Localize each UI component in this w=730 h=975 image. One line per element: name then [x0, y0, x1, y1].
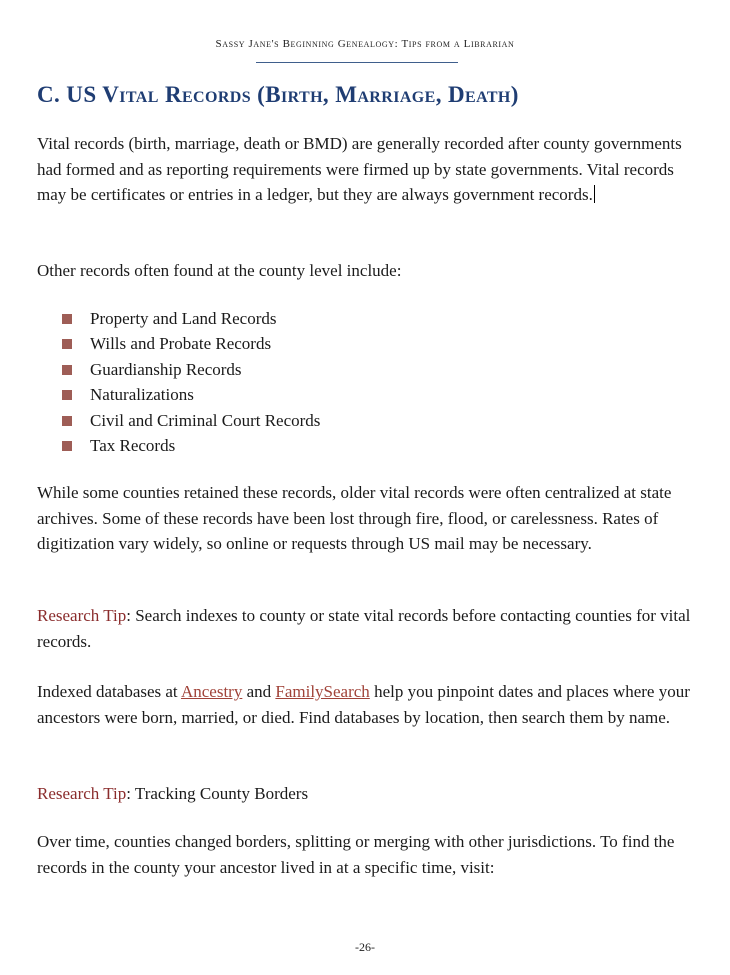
research-tip-2 [37, 781, 697, 807]
page-number: -26- [355, 940, 375, 954]
archives-paragraph: While some counties retained these records, older vital records were often centralized at state archives. Some of these records have been lost through fire, flood, or carelessness. Rates of digitization vary widely, so online or requests through US mail may be necessary. [37, 483, 672, 553]
databases-prefix: Indexed databases at [37, 682, 181, 701]
databases-suffix: help you pinpoint dates and places where your ancestors were born, married, or died. Find databases by location, then search them by name. [37, 682, 690, 727]
square-bullet-icon [62, 441, 72, 451]
section-title: C. US Vital Records (Birth, Marriage, Death) [37, 82, 519, 107]
research-tip-1 [37, 603, 697, 654]
list-item-label: Naturalizations [90, 385, 194, 405]
text-cursor [594, 185, 595, 203]
county-records-list [62, 306, 320, 458]
square-bullet-icon [62, 416, 72, 426]
list-item-label: Property and Land Records [90, 309, 277, 328]
familysearch-link[interactable]: FamilySearch [275, 682, 370, 701]
county-intro-paragraph: Other records often found at the county level include: [37, 261, 402, 280]
square-bullet-icon [62, 339, 72, 349]
intro-paragraph[interactable] [37, 131, 697, 208]
research-tip-text: : Tracking County Borders [126, 784, 309, 803]
research-tip-label: Research Tip [37, 606, 127, 625]
borders-paragraph: Over time, counties changed borders, splitting or merging with other jurisdictions. To find the records in the county your ancestor lived in at a specific time, visit: [37, 832, 675, 877]
list-item-label: Wills and Probate Records [90, 334, 272, 354]
list-item [62, 433, 320, 458]
list-item [62, 408, 320, 433]
databases-paragraph [37, 679, 697, 730]
research-tip-label: Research Tip [37, 784, 127, 803]
square-bullet-icon [62, 390, 72, 400]
list-item [62, 382, 320, 407]
list-item-label: Civil and Criminal Court Records [90, 410, 321, 430]
running-header: Sassy Jane's Beginning Genealogy: Tips from a Librarian [215, 38, 515, 50]
list-item [62, 306, 320, 331]
header-divider [256, 62, 458, 63]
list-item-label: Tax Records [90, 436, 176, 456]
square-bullet-icon [62, 365, 72, 375]
intro-text: Vital records (birth, marriage, death or BMD) are generally recorded after county governments had formed and as reporting requirements were firmed up by state governments. Vital records may be certificates or entries in a ledger, but they are always government records. [37, 134, 682, 204]
list-item [62, 357, 320, 382]
list-item-label: Guardianship Records [90, 359, 242, 379]
research-tip-text: : Search indexes to county or state vital records before contacting counties for vital records. [37, 606, 691, 651]
square-bullet-icon [62, 314, 72, 324]
databases-middle: and [242, 682, 276, 701]
list-item [62, 331, 320, 356]
ancestry-link[interactable]: Ancestry [180, 682, 243, 701]
